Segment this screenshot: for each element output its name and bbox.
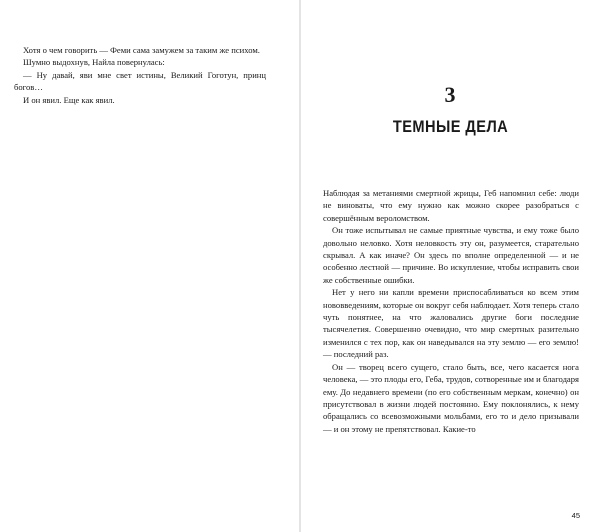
right-page-text <box>323 187 579 435</box>
right-page <box>301 0 600 532</box>
paragraph: Он — творец всего сущего, стало быть, все, чего касается нога человека, — это плоды его, Геба, трудов, сотворенные им и благодаря ему. До недавнего времени (по его собственным меркам, конечно) он присутствовал в жизни людей постоянно. Ему поклонялись, к нему обращались со всевозможными мольбами, его то и дело призывали — и он этому не препятствовал. Какие-то <box>323 361 579 434</box>
chapter-title: ТЕМНЫЕ ДЕЛА <box>392 117 509 136</box>
paragraph: Хотя о чем говорить — Феми сама замужем за таким же психом. <box>23 45 260 55</box>
page-number: 45 <box>571 511 580 520</box>
paragraph: И он явил. Еще как явил. <box>23 94 115 105</box>
paragraph: Он тоже испытывал не самые приятные чувства, и ему тоже было довольно неловко. Хотя неловкость эту он, разумеется, старательно скрывал. А как иначе? Он здесь по вполне определенной — и не особенно лестной — причине. Во искупление, чтобы исправить свои же собственные ошибки. <box>323 225 579 285</box>
paragraph: Нет у него ни капли времени приспосабливаться ко всем этим нововведениям, которые он вокруг себя наблюдает. Хотя теперь стало чуть понятнее, на что жаловались другие боги последние тысячелетия. Совершенно очевидно, что мир смертных разительно изменился с тех пор, как он наведывался на эту землю — его землю! — последний раз. <box>323 287 579 360</box>
paragraph: — Ну давай, яви мне свет истины, Великий Гоготун, принц богов… <box>14 69 266 93</box>
left-page-text <box>14 44 266 106</box>
chapter-number: 3 <box>444 82 457 107</box>
left-page <box>0 0 299 532</box>
paragraph: Шумно выдохнув, Найла повернулась: <box>23 57 165 68</box>
paragraph: Наблюдая за метаниями смертной жрицы, Геб напомнил себе: люди не виноваты, что ему нужно как можно скорее разобраться с совершённым вероломством. <box>323 188 579 223</box>
